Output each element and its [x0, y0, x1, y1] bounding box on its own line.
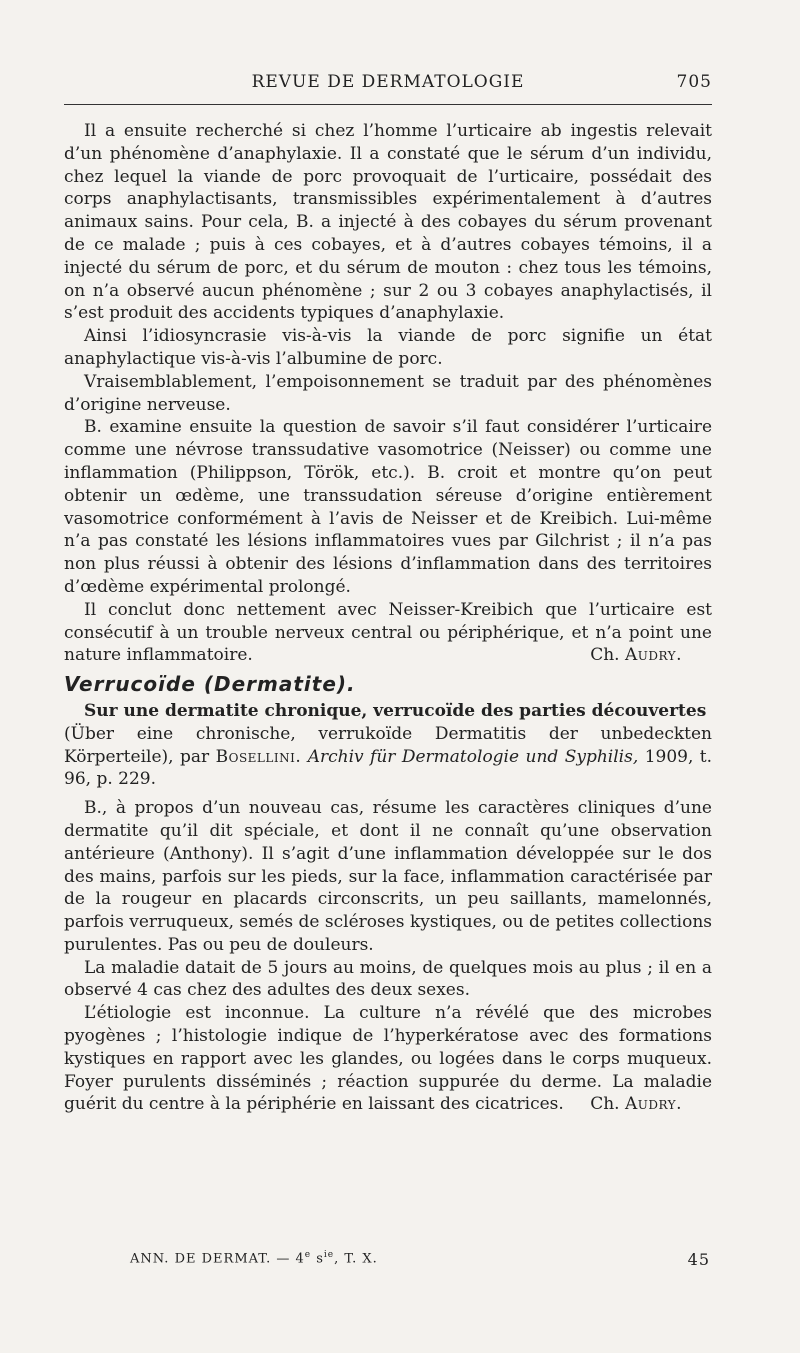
- article-title: Sur une dermatite chronique, verrucoïde des parties découvertes: [84, 700, 707, 721]
- paragraph-text: L’étiologie est inconnue. La culture n’a révélé que des microbes pyogènes ; l’histologie indique de l’hyperkératose avec des formations kystiques en rapport avec les glandes, ou logées dans le corps muqueux. Foyer purulents disséminés ; réaction suppurée du derme. La maladie guérit du centre à la périphérie en laissant des cicatrices.: [64, 1003, 712, 1115]
- signature-name: Audry.: [624, 645, 682, 666]
- series-sup: e: [304, 1250, 312, 1260]
- journal-title: REVUE DE DERMATOLOGIE: [251, 72, 525, 92]
- signature-prefix: Ch.: [590, 645, 620, 666]
- header-rule: [64, 104, 712, 105]
- article-author: Bosellini.: [215, 746, 302, 767]
- signature-name: Audry.: [624, 1094, 682, 1115]
- series-s: s: [316, 1251, 324, 1267]
- citation: 1909, t. 96, p. 229.: [64, 746, 713, 790]
- series-rest: , T. X.: [334, 1251, 378, 1267]
- paragraph: B. examine ensuite la question de savoir s’il faut considérer l’urticaire comme une névrose transsudative vasomotrice (Neisser) ou comme une inflammation (Philippson, Török, etc.). B. croit et montre qu’on peut obtenir un œdème, une transsudation séreuse d’origine entièrement vasomotrice conformément à l’avis de Neisser et de Kreibich. Lui-même n’a pas constaté les lésions inflammatoires vues par Gilchrist ; il n’a pas non plus réussi à obtenir des lésions d’inflammation dans des territoires d’œdème expérimental prolongé.: [64, 417, 712, 597]
- german-title: (Über eine chronische, verrukoïde Dermatitis der unbedeckten Körperteile),: [64, 723, 712, 767]
- page: [64, 60, 712, 96]
- paragraph: B., à propos d’un nouveau cas, résume les caractères cliniques d’une dermatite qu’il dit spéciale, et dont il ne connaît qu’une observation antérieure (Anthony). Il s’agit d’une inflammation développée sur le dos des mains, parfois sur les pieds, sur la face, inflammation caractérisée par de la rougeur en placards circonscrits, un peu saillants, mamelonnés, parfois verruqueux, semés de scléroses kystiques, ou de petites collections purulentes. Pas ou peu de douleurs.: [64, 798, 712, 955]
- paragraph-with-signature: [64, 1002, 712, 1116]
- series-sup-ie: ie: [323, 1250, 335, 1260]
- footer-signature-mark: [130, 1250, 378, 1266]
- journal-name: Archiv für Dermatologie und Syphilis,: [307, 746, 639, 767]
- signature: [570, 1093, 712, 1116]
- article-reference: [64, 723, 712, 791]
- paragraph: La maladie datait de 5 jours au moins, de quelques mois au plus ; il en a observé 4 cas chez des adultes des deux sexes.: [64, 957, 712, 1001]
- paragraph-with-signature: [64, 599, 712, 667]
- paragraph: Vraisemblablement, l’empoisonnement se traduit par des phénomènes d’origine nerveuse.: [64, 371, 712, 415]
- body-text: [64, 120, 712, 1116]
- running-header: [64, 60, 712, 96]
- section-title: Verrucoïde (Dermatite).: [64, 672, 356, 697]
- paragraph: Il a ensuite recherché si chez l’homme l’urticaire ab ingestis relevait d’un phénomène d’anaphylaxie. Il a constaté que le sérum d’un individu, chez lequel la viande de porc provoquait de l’urticaire, possédait des corps anaphylactisants, transmissibles expérimentalement à d’autres animaux sains. Pour cela, B. a injecté à des cobayes du sérum provenant de ce malade ; puis à ces cobayes, et à d’autres cobayes témoins, il a injecté du sérum de porc, et du sérum de mouton : chez tous les témoins, on n’a observé aucun phénomène ; sur 2 ou 3 cobayes anaphylactisés, il s’est produit des accidents typiques d’anaphylaxie.: [64, 121, 712, 324]
- sheet-number: 45: [687, 1250, 710, 1269]
- paragraph-text: Il conclut donc nettement avec Neisser-Kreibich que l’urticaire est consécutif à un trouble nerveux central ou périphérique, et n’a point une nature inflammatoire.: [64, 599, 712, 666]
- signature: [570, 644, 712, 667]
- footer-label: ANN. DE DERMAT. —: [130, 1251, 291, 1267]
- ref-par: par: [180, 746, 210, 767]
- series-num: 4: [295, 1251, 305, 1267]
- page-number: 705: [676, 72, 712, 92]
- paragraph: Ainsi l’idiosyncrasie vis-à-vis la viande de porc signifie un état anaphylactique vis-à-vis l’albumine de porc.: [64, 326, 712, 369]
- signature-prefix: Ch.: [590, 1094, 620, 1115]
